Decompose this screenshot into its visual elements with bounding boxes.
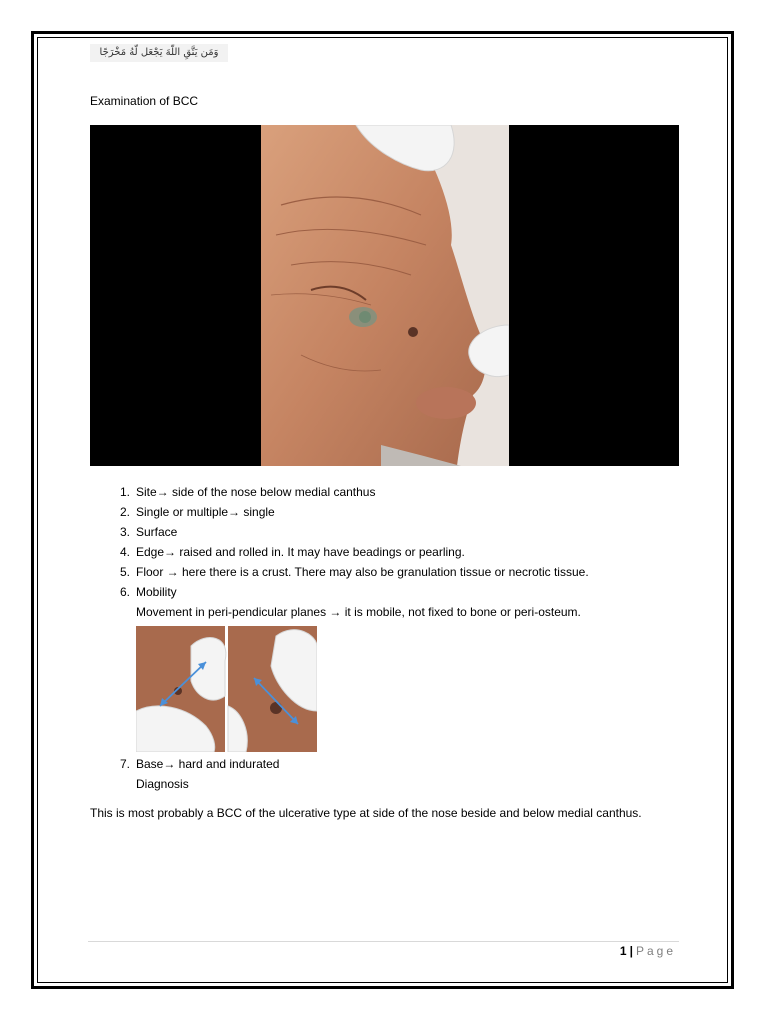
- step-number: 5.: [119, 565, 130, 579]
- step-number: 3.: [119, 525, 130, 539]
- document-title: Examination of BCC: [90, 94, 199, 108]
- step-item: [112, 522, 692, 542]
- examination-photo: [90, 125, 679, 466]
- conclusion-text: This is most probably a BCC of the ulcerative type at side of the nose beside and below medial canthus.: [90, 806, 642, 820]
- step-text: Single or multiple→ single: [136, 505, 275, 519]
- page-number: 1: [619, 944, 627, 958]
- step-text: Floor → here there is a crust. There may also be granulation tissue or necrotic tissue.: [136, 565, 589, 579]
- step-text: Mobility: [136, 585, 177, 599]
- step-subtext: Movement in peri-pendicular planes → it is mobile, not fixed to bone or peri-osteum.: [136, 605, 581, 619]
- step-item: [112, 582, 692, 752]
- page-footer: [620, 944, 676, 958]
- step-item: [112, 562, 692, 582]
- step-number: 6.: [119, 585, 130, 599]
- mobility-photo: [136, 626, 317, 752]
- step-number: 2.: [119, 505, 130, 519]
- examination-steps: [112, 482, 692, 794]
- step-text: Edge→ raised and rolled in. It may have beadings or pearling.: [136, 545, 465, 559]
- step-item: [112, 754, 692, 794]
- step-number: 1.: [119, 485, 130, 499]
- mobility-illustration: [136, 626, 317, 752]
- footer-divider: [88, 941, 679, 942]
- step-item: [112, 502, 692, 522]
- step-subtext: Diagnosis: [136, 777, 189, 791]
- step-item: [112, 542, 692, 562]
- step-text: Surface: [136, 525, 178, 539]
- page-separator: |: [629, 944, 633, 958]
- header-arabic-verse: وَمَن يَتَّقِ اللَّهَ يَجْعَل لَّهُ مَخْرَجًا: [90, 44, 228, 62]
- step-number: 7.: [119, 757, 130, 771]
- page-label: Page: [635, 944, 676, 958]
- face-profile-illustration: [261, 125, 509, 466]
- step-text: Base→ hard and indurated: [136, 757, 280, 771]
- step-text: Site→ side of the nose below medial canthus: [136, 485, 376, 499]
- step-item: [112, 482, 692, 502]
- step-number: 4.: [119, 545, 130, 559]
